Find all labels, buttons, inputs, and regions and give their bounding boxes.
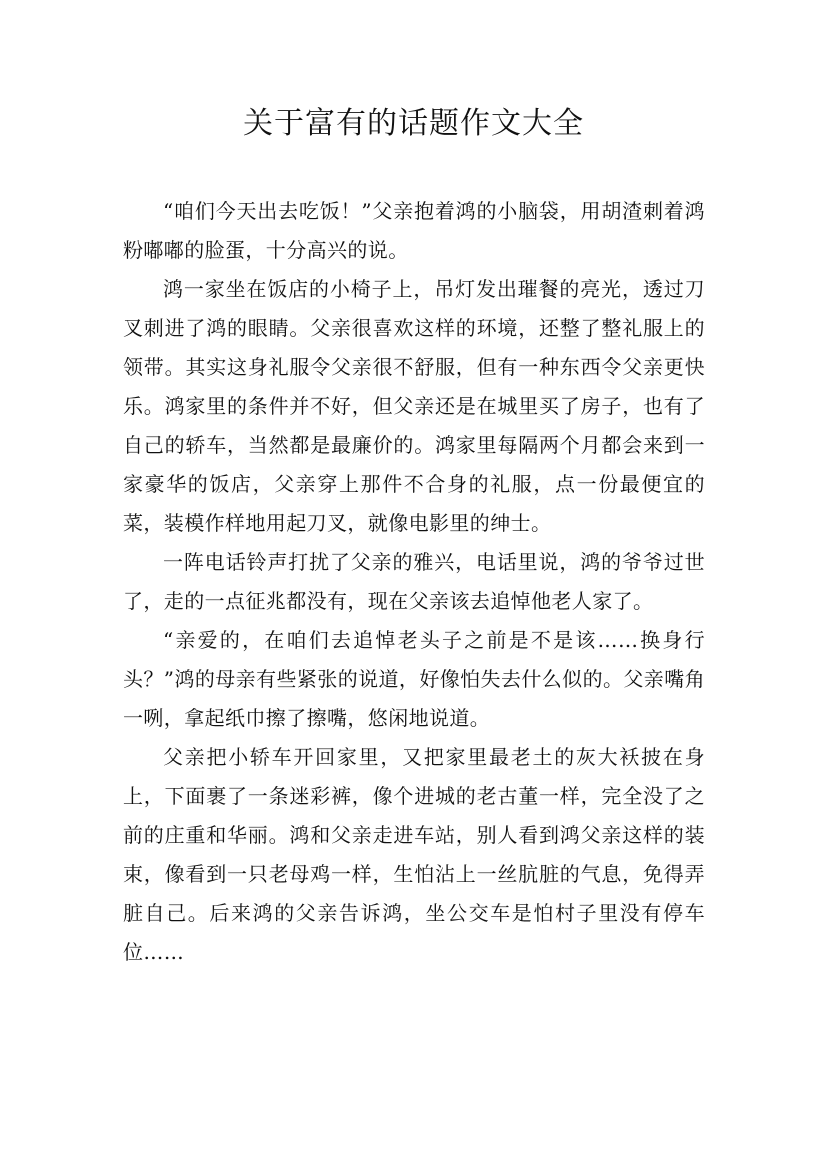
paragraph-3: 一阵电话铃声打扰了父亲的雅兴，电话里说，鸿的爷爷过世了，走的一点征兆都没有，现在父亲该去追悼他老人家了。 — [123, 550, 705, 613]
paragraph-1: “咱们今天出去吃饭！”父亲抱着鸿的小脑袋，用胡渣刺着鸿粉嘟嘟的脸蛋，十分高兴的说。 — [123, 199, 705, 262]
paragraph-5: 父亲把小轿车开回家里，又把家里最老土的灰大袄披在身上，下面裹了一条迷彩裤，像个进城的老古董一样，完全没了之前的庄重和华丽。鸿和父亲走进车站，别人看到鸿父亲这样的装束，像看到一只老母鸡一样，生怕沾上一丝肮脏的气息，免得弄脏自己。后来鸿的父亲告诉鸿，坐公交车是怕村子里没有停车位…… — [123, 745, 705, 964]
document-body — [123, 192, 705, 972]
paragraph-4: “亲爱的，在咱们去追悼老头子之前是不是该……换身行头？”鸿的母亲有些紧张的说道，好像怕失去什么似的。父亲嘴角一咧，拿起纸巾擦了擦嘴，悠闲地说道。 — [123, 628, 705, 730]
paragraph-2: 鸿一家坐在饭店的小椅子上，吊灯发出璀餐的亮光，透过刀叉刺进了鸿的眼睛。父亲很喜欢这样的环境，还整了整礼服上的领带。其实这身礼服令父亲很不舒服，但有一种东西令父亲更快乐。鸿家里的条件并不好，但父亲还是在城里买了房子，也有了自己的轿车，当然都是最廉价的。鸿家里每隔两个月都会来到一家豪华的饭店，父亲穿上那件不合身的礼服，点一份最便宜的菜，装模作样地用起刀叉，就像电影里的绅士。 — [123, 277, 705, 535]
document-title: 关于富有的话题作文大全 — [243, 106, 584, 141]
